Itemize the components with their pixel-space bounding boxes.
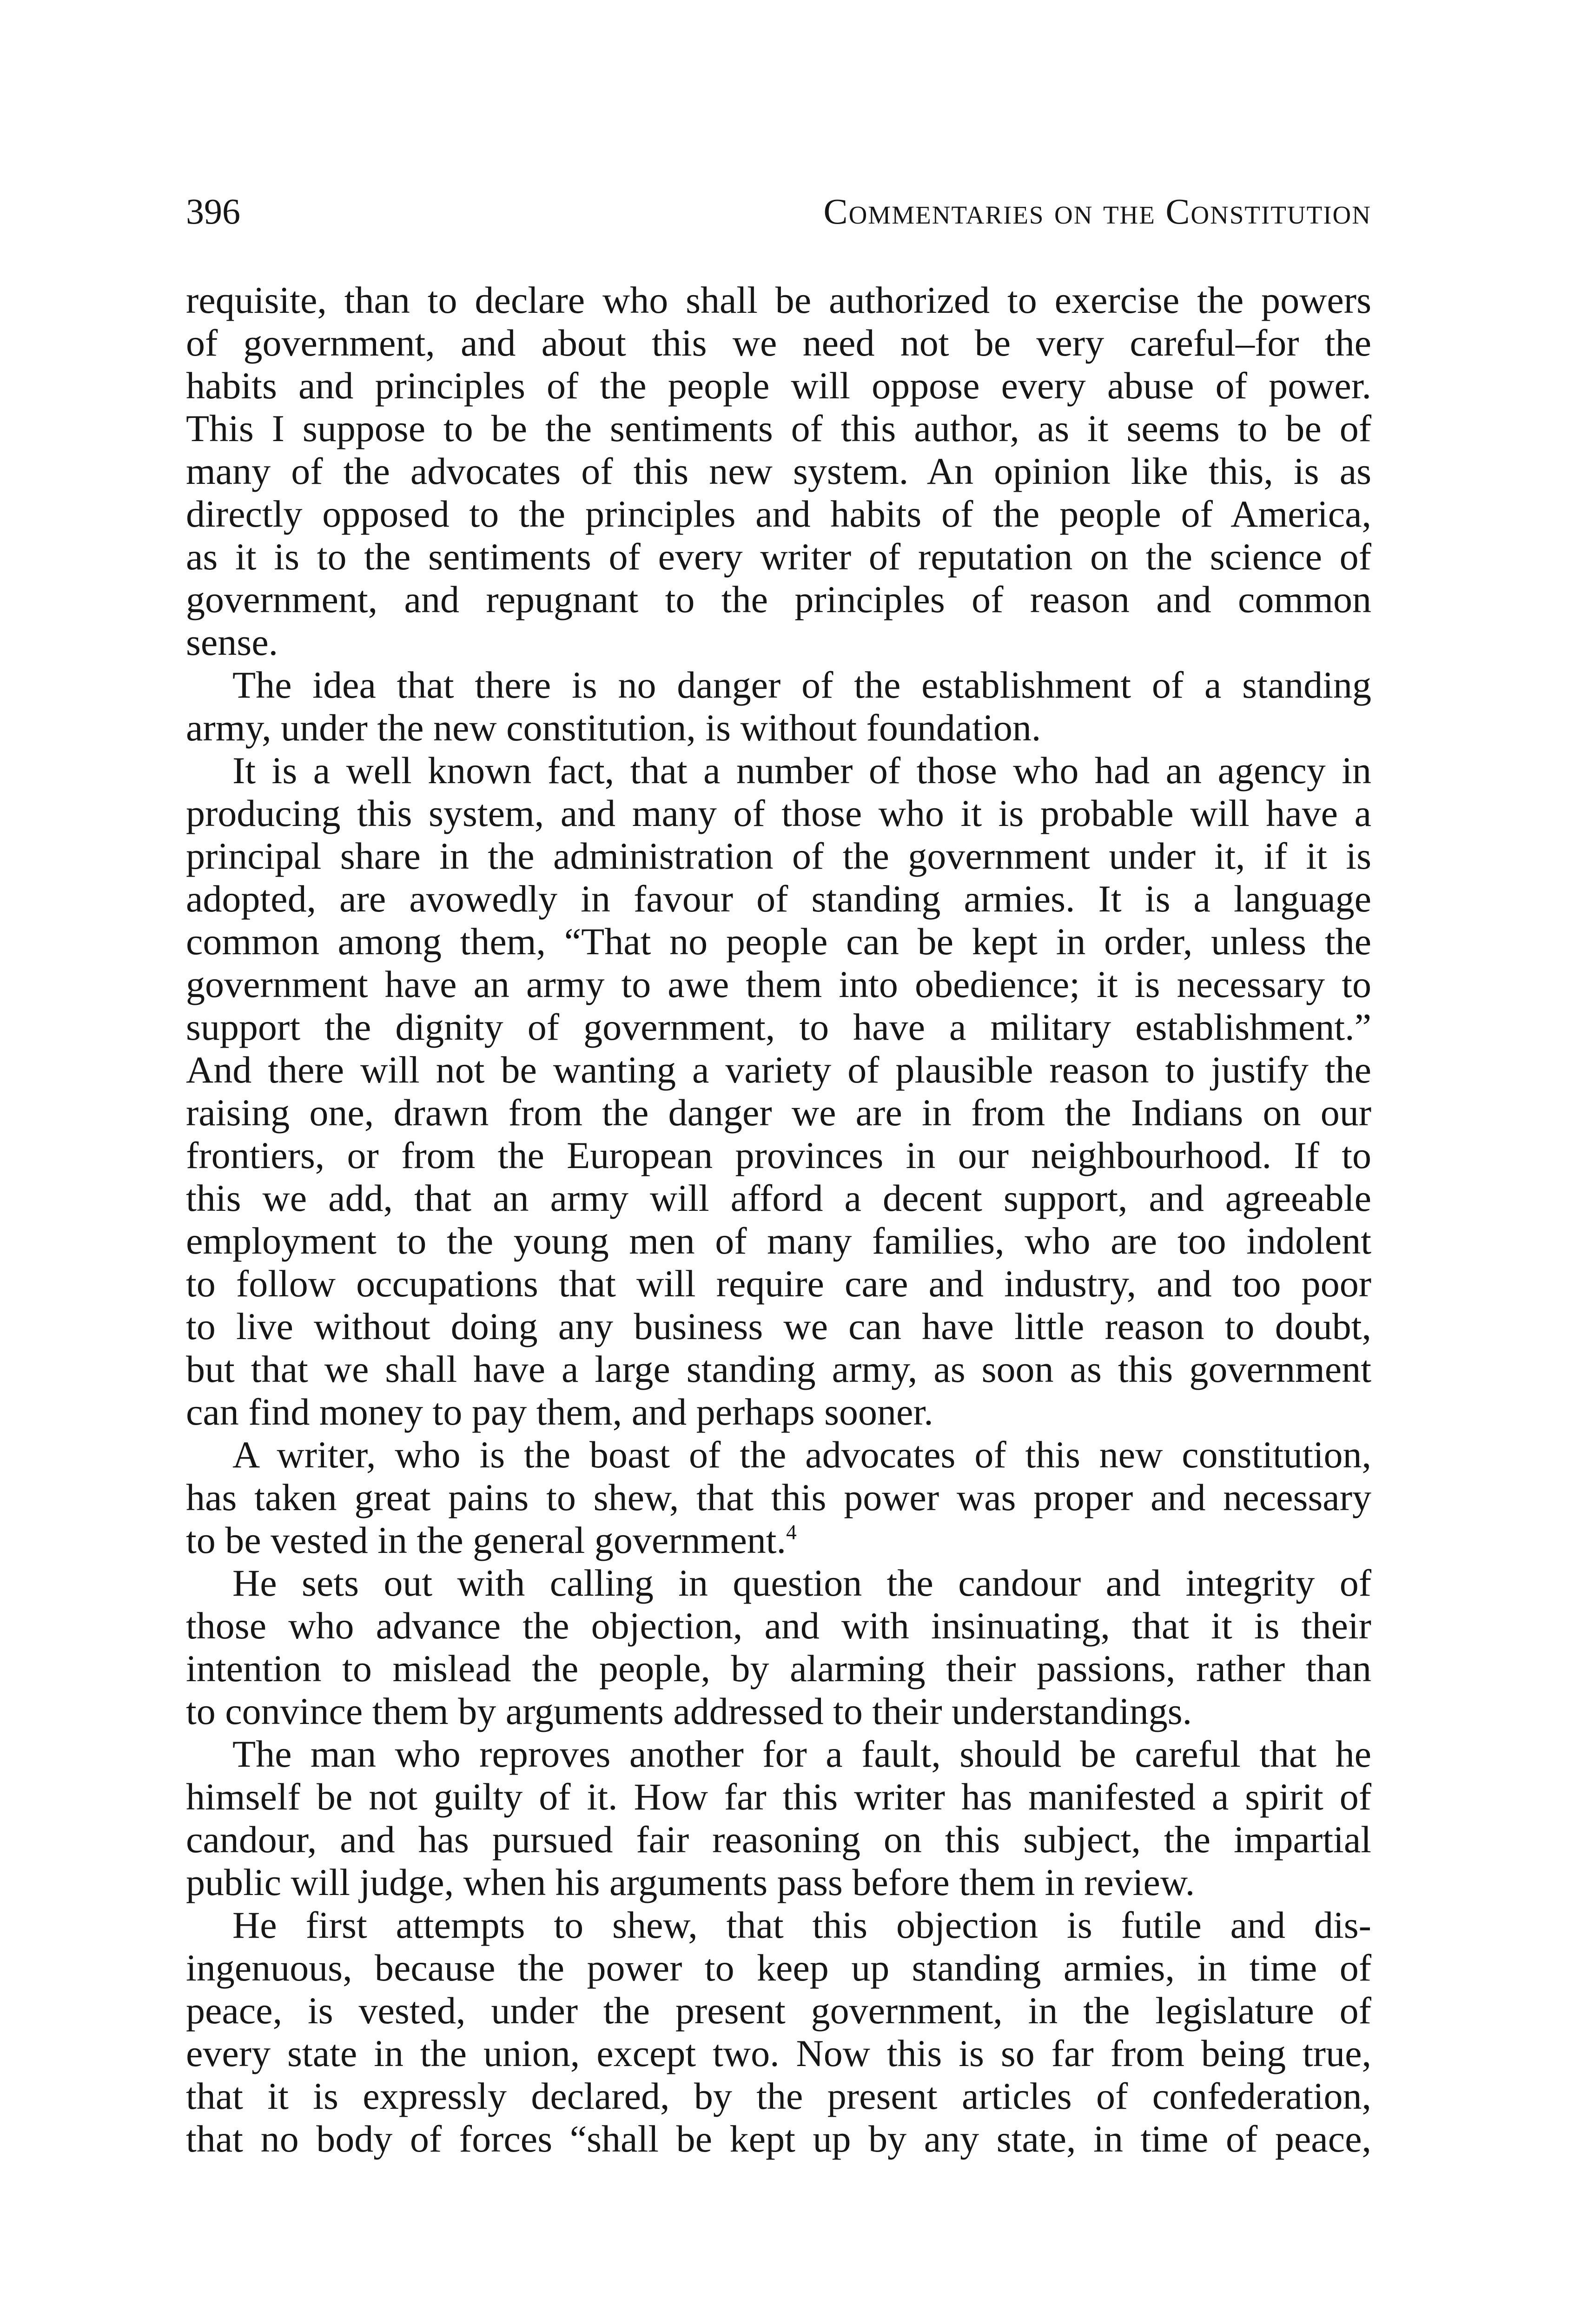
text-line: can find money to pay them, and perhaps sooner. <box>186 1391 933 1433</box>
text-line: peace, is vested, under the present government, in the legislature of <box>186 1989 1371 2032</box>
text-line: public will judge, when his arguments pass before them in review. <box>186 1861 1195 1903</box>
paragraph-2 <box>186 664 1371 749</box>
text-line: intention to mislead the people, by alarming their passions, rather than <box>186 1647 1371 1690</box>
text-line: candour, and has pursued fair reasoning on this subject, the impartial <box>186 1818 1371 1861</box>
text-line: The idea that there is no danger of the establishment of a standing <box>232 664 1371 706</box>
paragraph-3 <box>186 749 1371 1433</box>
text-line: to convince them by arguments addressed to their understandings. <box>186 1690 1192 1732</box>
text-line: those who advance the objection, and with insinuating, that it is their <box>186 1604 1371 1647</box>
text-line: employment to the young men of many families, who are too indolent <box>186 1220 1371 1262</box>
text-line: has taken great pains to shew, that this power was proper and necessary <box>186 1476 1371 1519</box>
text-line: government, and repugnant to the principles of reason and common <box>186 578 1371 621</box>
text-line-with-note <box>186 1519 1371 1562</box>
text-line: government have an army to awe them into obedience; it is necessary to <box>186 963 1371 1005</box>
footnote-reference[interactable]: 4 <box>786 1520 797 1544</box>
text-line: directly opposed to the principles and habits of the people of America, <box>186 493 1371 535</box>
running-title: Commentaries on the Constitution <box>823 191 1371 231</box>
text-line: sense. <box>186 621 278 663</box>
text-line: as it is to the sentiments of every writer of reputation on the science of <box>186 535 1371 578</box>
text-line: ingenuous, because the power to keep up standing armies, in time of <box>186 1947 1371 1989</box>
text-line: He first attempts to shew, that this objection is futile and dis- <box>232 1904 1371 1946</box>
text-line: to follow occupations that will require care and industry, and too poor <box>186 1262 1371 1305</box>
paragraph-6 <box>186 1733 1371 1904</box>
text-line: adopted, are avowedly in favour of standing armies. It is a language <box>186 878 1371 920</box>
text-line: to be vested in the general government. <box>186 1519 787 1561</box>
text-line: habits and principles of the people will oppose every abuse of power. <box>186 364 1371 407</box>
text-line: It is a well known fact, that a number of those who had an agency in <box>232 749 1371 792</box>
paragraph-4 <box>186 1433 1371 1562</box>
text-line: himself be not guilty of it. How far this writer has manifested a spirit of <box>186 1776 1371 1818</box>
text-line: The man who reproves another for a fault, should be careful that he <box>232 1733 1371 1775</box>
paragraph-5 <box>186 1562 1371 1733</box>
text-line: many of the advocates of this new system. An opinion like this, is as <box>186 450 1371 492</box>
text-line: support the dignity of government, to have a military establishment.” <box>186 1006 1371 1048</box>
body-text <box>186 279 1371 2160</box>
text-line: that no body of forces “shall be kept up by any state, in time of peace, <box>186 2118 1371 2160</box>
text-line: army, under the new constitution, is without foundation. <box>186 706 1041 749</box>
text-line: principal share in the administration of the government under it, if it is <box>186 835 1371 877</box>
text-line: to live without doing any business we can have little reason to doubt, <box>186 1305 1371 1347</box>
page-number: 396 <box>186 191 240 231</box>
paragraph-7 <box>186 1904 1371 2160</box>
text-line: raising one, drawn from the danger we are in from the Indians on our <box>186 1091 1371 1134</box>
text-line: A writer, who is the boast of the advocates of this new constitution, <box>232 1433 1371 1476</box>
paragraph-1 <box>186 279 1371 664</box>
text-line: every state in the union, except two. Now this is so far from being true, <box>186 2032 1371 2074</box>
text-line: of government, and about this we need not be very careful–for the <box>186 322 1371 364</box>
text-line: but that we shall have a large standing army, as soon as this government <box>186 1348 1371 1390</box>
text-line: And there will not be wanting a variety of plausible reason to justify the <box>186 1049 1371 1091</box>
text-line: requisite, than to declare who shall be authorized to exercise the powers <box>186 279 1371 321</box>
text-line: that it is expressly declared, by the present articles of confederation, <box>186 2075 1371 2117</box>
text-line: frontiers, or from the European provinces in our neighbourhood. If to <box>186 1134 1371 1176</box>
text-line: this we add, that an army will afford a decent support, and agreeable <box>186 1177 1371 1219</box>
text-line: producing this system, and many of those who it is probable will have a <box>186 792 1371 834</box>
text-line: common among them, “That no people can be kept in order, unless the <box>186 920 1371 963</box>
text-line: This I suppose to be the sentiments of this author, as it seems to be of <box>186 407 1371 449</box>
text-line: He sets out with calling in question the candour and integrity of <box>232 1562 1371 1604</box>
running-head <box>186 188 1371 244</box>
